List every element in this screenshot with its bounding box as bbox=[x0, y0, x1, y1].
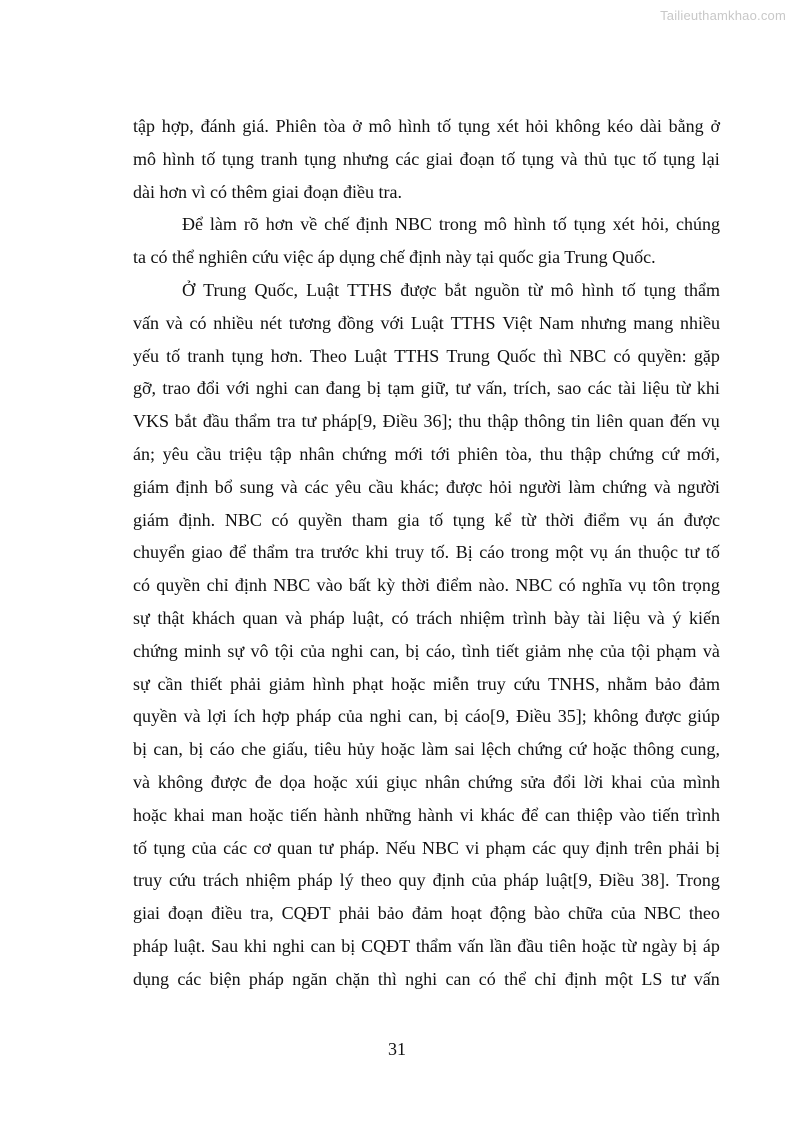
text-line: chuyển giao để thẩm tra trước khi truy tố. Bị cáo trong một vụ án thuộc tư tố bbox=[133, 542, 720, 563]
text-line: ta có thể nghiên cứu việc áp dụng chế định này tại quốc gia Trung Quốc. bbox=[133, 247, 656, 268]
document-body bbox=[133, 110, 720, 996]
page-number: 31 bbox=[388, 1039, 406, 1059]
text-line: sự thật khách quan và pháp luật, có trách nhiệm trình bày tài liệu và ý kiến bbox=[133, 607, 720, 628]
text-line: dụng các biện pháp ngăn chặn thì nghi can có thể chỉ định một LS tư vấn bbox=[133, 968, 720, 989]
text-line: tập hợp, đánh giá. Phiên tòa ở mô hình tố tụng xét hỏi không kéo dài bằng ở bbox=[133, 116, 720, 136]
text-line: gỡ, trao đổi với nghi can đang bị tạm giữ, tư vấn, trích, sao các tài liệu từ khi bbox=[133, 378, 720, 399]
text-line: mô hình tố tụng tranh tụng nhưng các giai đoạn tố tụng và thủ tục tố tụng lại bbox=[133, 148, 720, 169]
text-line: và không được đe dọa hoặc xúi giục nhân chứng sửa đổi lời khai của mình bbox=[133, 771, 720, 792]
text-line: án; yêu cầu triệu tập nhân chứng mới tới phiên tòa, thu thập chứng cứ mới, bbox=[133, 443, 720, 464]
text-line: quyền và lợi ích hợp pháp của nghi can, bị cáo[9, Điều 35]; không được giúp bbox=[133, 706, 720, 727]
text-line: yếu tố tranh tụng hơn. Theo Luật TTHS Trung Quốc thì NBC có quyền: gặp bbox=[133, 345, 720, 366]
text-line: dài hơn vì có thêm giai đoạn điều tra. bbox=[133, 181, 402, 202]
text-line: giám định bổ sung và các yêu cầu khác; được hỏi người làm chứng và người bbox=[133, 476, 720, 497]
text-line: giai đoạn điều tra, CQĐT phải bảo đảm hoạt động bào chữa của NBC theo bbox=[133, 903, 720, 924]
text-line: truy cứu trách nhiệm pháp lý theo quy định của pháp luật[9, Điều 38]. Trong bbox=[133, 870, 720, 891]
text-line: bị can, bị cáo che giấu, tiêu hủy hoặc làm sai lệch chứng cứ hoặc thông cung, bbox=[133, 739, 720, 760]
text-line: pháp luật. Sau khi nghi can bị CQĐT thẩm vấn lần đầu tiên hoặc từ ngày bị áp bbox=[133, 935, 720, 956]
text-line: giám định. NBC có quyền tham gia tố tụng kể từ thời điểm vụ án được bbox=[133, 509, 720, 530]
text-line: hoặc khai man hoặc tiến hành những hành vi khác để can thiệp vào tiến trình bbox=[133, 804, 720, 825]
text-line: vấn và có nhiều nét tương đồng với Luật TTHS Việt Nam nhưng mang nhiều bbox=[133, 312, 720, 333]
text-line: Để làm rõ hơn về chế định NBC trong mô hình tố tụng xét hỏi, chúng bbox=[182, 214, 720, 235]
text-line: Ở Trung Quốc, Luật TTHS được bắt nguồn từ mô hình tố tụng thẩm bbox=[182, 279, 720, 300]
text-line: sự cần thiết phải giảm hình phạt hoặc miễn truy cứu TNHS, nhằm bảo đảm bbox=[133, 673, 720, 694]
text-line: VKS bắt đầu thẩm tra tư pháp[9, Điều 36]; thu thập thông tin liên quan đến vụ bbox=[133, 411, 720, 432]
text-line: có quyền chỉ định NBC vào bất kỳ thời điểm nào. NBC có nghĩa vụ tôn trọng bbox=[133, 575, 720, 596]
watermark: Tailieuthamkhao.com bbox=[660, 8, 786, 23]
text-line: tố tụng của các cơ quan tư pháp. Nếu NBC vi phạm các quy định trên phải bị bbox=[133, 837, 720, 858]
text-line: chứng minh sự vô tội của nghi can, bị cáo, tình tiết giảm nhẹ của tội phạm và bbox=[133, 640, 720, 661]
